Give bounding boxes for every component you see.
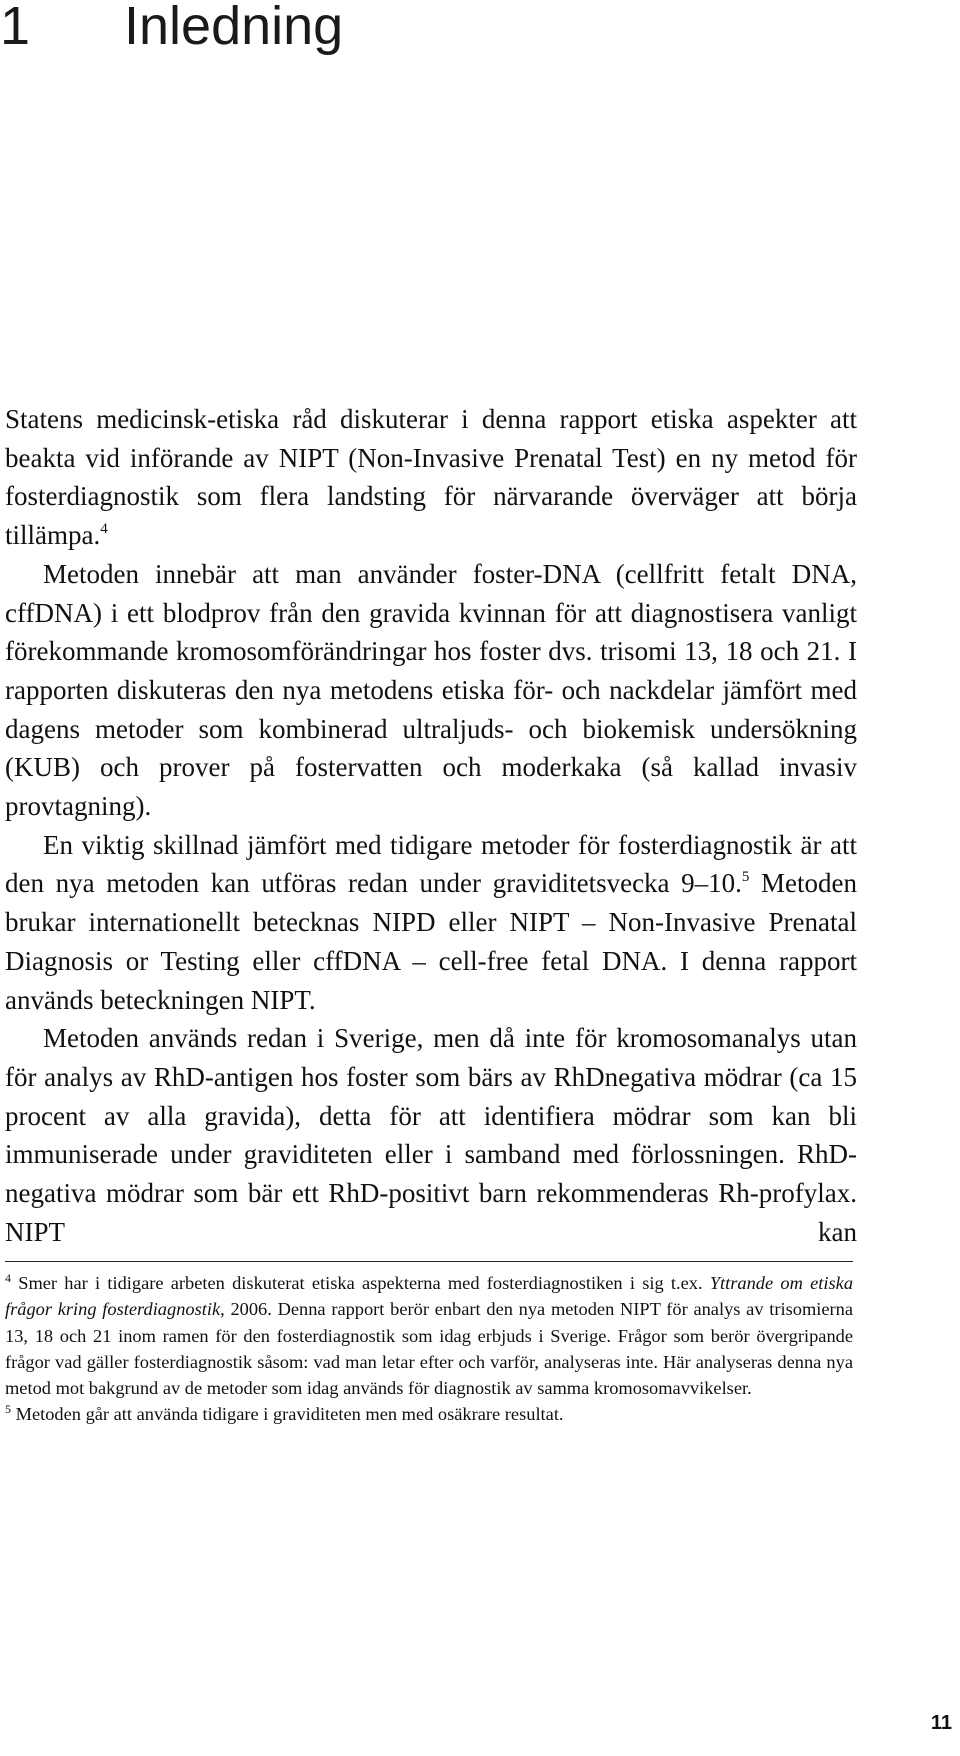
footnote-text: Metoden går att använda tidigare i graviditeten men med osäkrare resultat.: [11, 1404, 564, 1425]
paragraph: Metoden innebär att man använder foster-DNA (cellfritt fetalt DNA, cffDNA) i ett blodprov från den gravida kvinnan för att diagnostisera vanligt förekommande kromosomförändringar hos foster dvs. trisomi 13, 18 och 21. I rapporten diskuteras den nya metodens etiska för- och nackdelar jämfört med dagens metoder som kombinerad ultraljuds- och biokemisk undersökning (KUB) och prover på fostervatten och moderkaka (så kallad invasiv provtagning).: [5, 558, 857, 822]
paragraph: [5, 826, 857, 1020]
paragraph-text: Metoden brukar internationellt betecknas NIPD eller NIPT – Non-Invasive Prenatal Diagnosis or Testing eller cffDNA – cell-free fetal DNA. I denna rapport används beteckningen NIPT.: [5, 868, 857, 1015]
footnote-text: , 2006. Denna rapport berör enbart den nya metoden NIPT för analys av trisomierna 13, 18 och 21 inom ramen för den fosterdiagnostik som idag erbjuds i Sverige. Frågor som berör övergripande frågor vad gäller fosterdiagnostik såsom: vad man letar efter och varför, analyseras inte. Här analyseras denna nya metod mot bakgrund av de metoder som idag används för diagnostik av samma kromosomavvikelser.: [5, 1299, 854, 1399]
footnote-number: 5: [5, 1402, 11, 1417]
footnote-number: 4: [5, 1271, 11, 1285]
footnote-ref[interactable]: 4: [100, 521, 108, 538]
chapter-heading: [0, 0, 343, 58]
paragraph-text: En viktig skillnad jämfört med tidigare metoder för fosterdiagnostik är att den nya metoden kan utföras redan under graviditetsvecka 9–10.: [5, 829, 857, 899]
footnote: [5, 1401, 853, 1427]
paragraph: [5, 400, 857, 555]
paragraph: Metoden används redan i Sverige, men då inte för kromosomanalys utan för analys av RhD-antigen hos foster som bärs av RhDnegativa mödrar (ca 15 procent av alla gravida), detta för att identifiera mödrar som kan bli immuniserade under graviditeten eller i samband med förlossningen. RhD-negativa mödrar som bär ett RhD-positivt barn rekommenderas Rh-profylax. NIPT kan: [5, 1023, 857, 1247]
chapter-title: Inledning: [124, 0, 344, 56]
paragraph-text: Statens medicinsk-etiska råd diskuterar i denna rapport etiska aspekter att beakta vid införande av NIPT (Non-Invasive Prenatal Test) en ny metod för fosterdiagnostik som flera landsting för närvarande överväger att börja tillämpa.: [5, 404, 857, 551]
page-number: 11: [930, 1712, 952, 1734]
footnote: [5, 1270, 853, 1401]
footnotes: [5, 1270, 853, 1428]
footnote-text: Smer har i tidigare arbeten diskuterat etiska aspekterna med fosterdiagnostiken i sig t.ex.: [11, 1273, 710, 1293]
cited-title: Yttrande om etiska frågor kring fosterdiagnostik: [5, 1273, 854, 1320]
chapter-number: 1: [0, 0, 31, 56]
footnote-ref[interactable]: 5: [741, 869, 750, 886]
footnote-divider: [5, 1261, 853, 1262]
body-text: [5, 400, 857, 1251]
